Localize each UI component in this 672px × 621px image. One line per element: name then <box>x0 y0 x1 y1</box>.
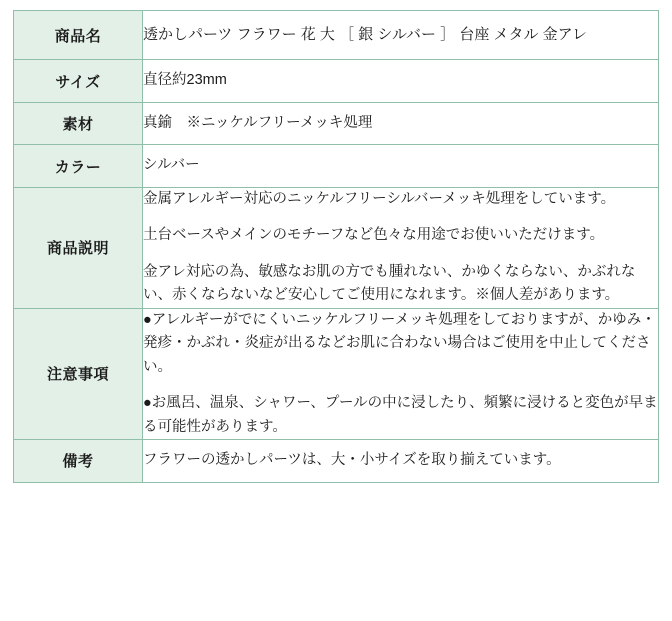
row-value-description <box>143 187 659 308</box>
row-value-color <box>143 145 659 187</box>
row-label-notes: 注意事項 <box>14 308 143 439</box>
row-value-text: ●アレルギーがでにくいニッケルフリーメッキ処理をしておりますが、かゆみ・発疹・かぶれ・炎症が出るなどお肌に合わない場合はご使用を中止してください。 <box>143 311 656 375</box>
row-value-remarks <box>143 440 659 482</box>
row-value-notes <box>143 308 659 439</box>
table-row-product-name <box>14 11 659 60</box>
row-value-product-name <box>143 11 659 60</box>
row-label-size: サイズ <box>14 60 143 102</box>
row-value-material <box>143 102 659 144</box>
row-value-text: シルバー <box>143 157 200 174</box>
row-value-text: フラワーの透かしパーツは、大・小サイズを取り揃えています。 <box>143 452 561 469</box>
table-row-description <box>14 187 659 308</box>
row-value-text: 直径約23mm <box>143 72 227 89</box>
table-row-notes <box>14 308 659 439</box>
row-value-text: 金属アレルギー対応のニッケルフリーシルバーメッキ処理をしています。 <box>143 190 616 207</box>
product-spec-table <box>13 10 659 483</box>
row-label-remarks: 備考 <box>14 440 143 482</box>
row-value-text: 透かしパーツ フラワー 花 大 ［ 銀 シルバー ］ 台座 メタル 金アレ <box>143 26 588 43</box>
row-value-text: 真鍮 ※ニッケルフリーメッキ処理 <box>143 114 373 131</box>
row-label-product-name: 商品名 <box>14 11 143 60</box>
row-value-text: ●お風呂、温泉、シャワー、プールの中に浸したり、頻繁に浸けると変色が早まる可能性があります。 <box>143 395 658 435</box>
table-row-material <box>14 102 659 144</box>
table-row-size <box>14 60 659 102</box>
table-row-remarks <box>14 440 659 482</box>
spec-table-body <box>14 11 659 483</box>
row-value-text: 土台ベースやメインのモチーフなど色々な用途でお使いいただけます。 <box>143 227 605 244</box>
row-value-text: 金アレ対応の為、敏感なお肌の方でも腫れない、かゆくならない、かぶれない、赤くならないなど安心してご使用になれます。※個人差があります。 <box>143 263 636 304</box>
table-row-color <box>14 145 659 187</box>
row-label-description: 商品説明 <box>14 187 143 308</box>
row-value-size <box>143 60 659 102</box>
row-label-material: 素材 <box>14 102 143 144</box>
row-label-color: カラー <box>14 145 143 187</box>
